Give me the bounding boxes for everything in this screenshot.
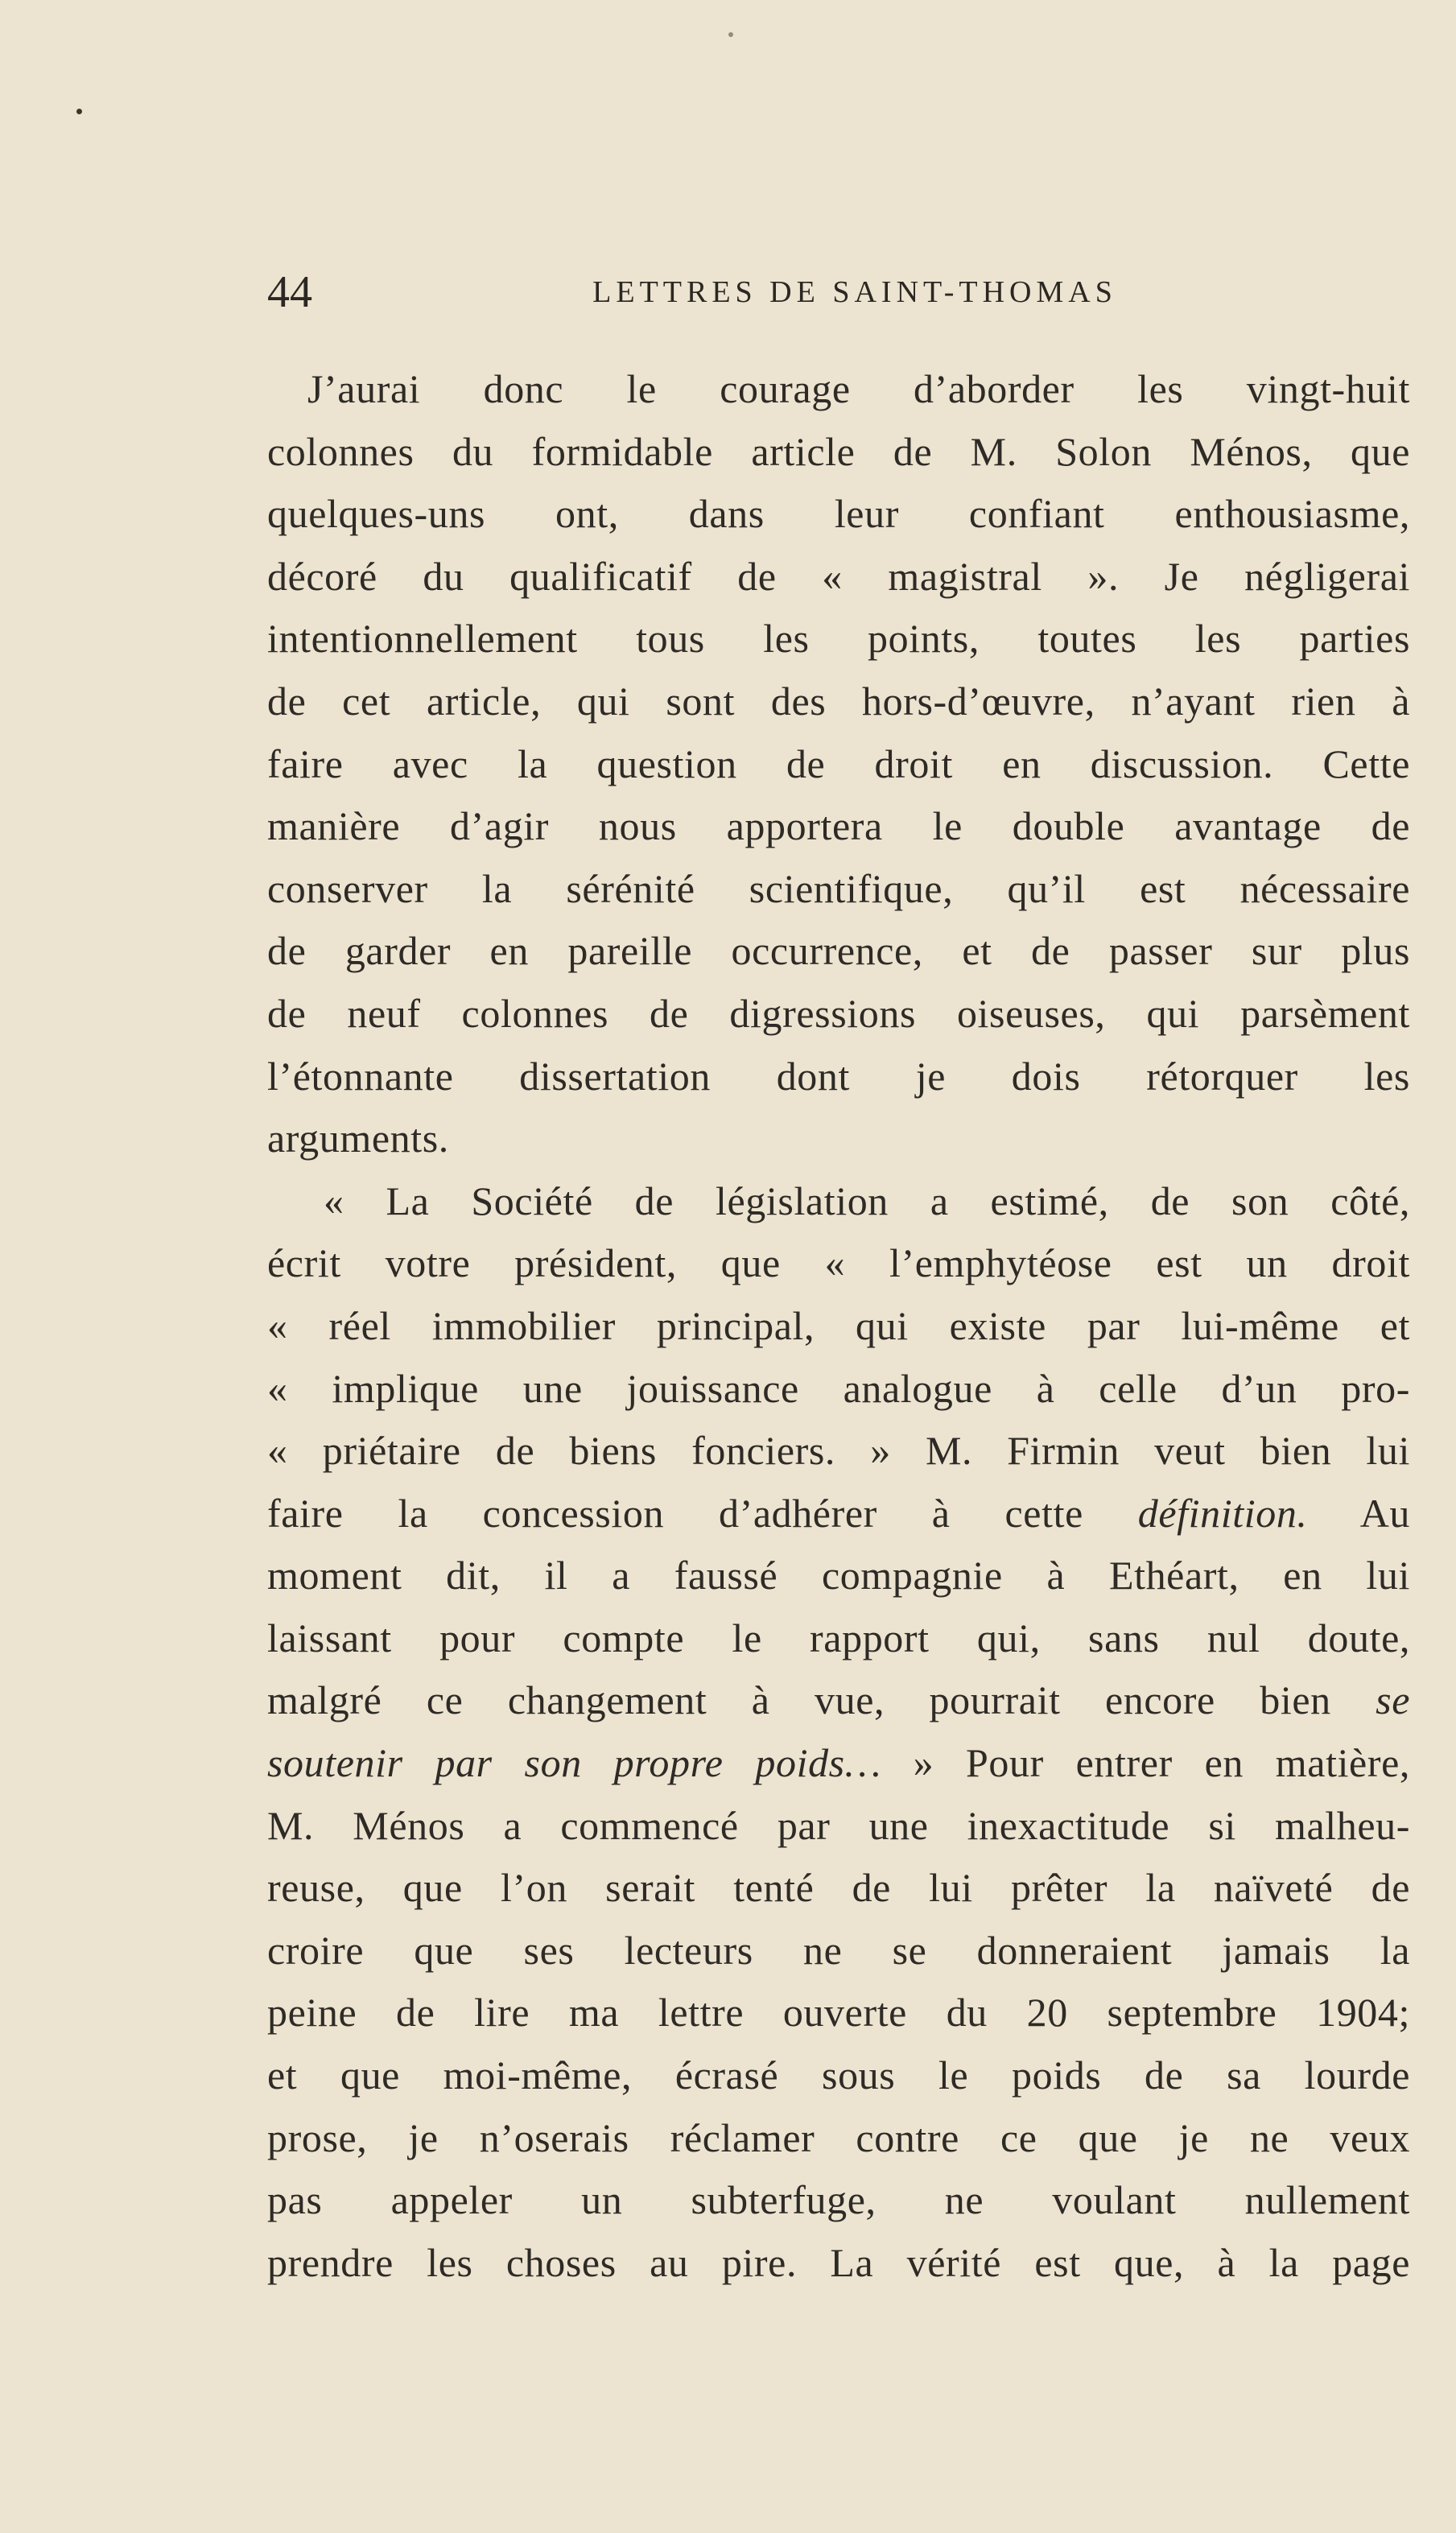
running-title: LETTRES DE SAINT-THOMAS — [592, 275, 1117, 309]
text-line: M. Ménos a commencé par une inexactitude si malheu- — [267, 1802, 1410, 1848]
body-text — [267, 358, 1410, 2294]
text-line: croire que ses lecteurs ne se donneraient jamais la — [267, 1927, 1410, 1973]
paper-speck — [76, 109, 82, 114]
text-line: décoré du qualificatif de « magistral ». Je négligerai — [267, 553, 1410, 599]
text-line: manière d’agir nous apportera le double avantage de — [267, 803, 1410, 849]
text-line: « implique une jouissance analogue à celle d’un pro- — [267, 1365, 1410, 1411]
text-line: « priétaire de biens fonciers. » M. Firmin veut bien lui — [267, 1428, 1410, 1474]
page-header — [267, 256, 1410, 328]
text-line: intentionnellement tous les points, toutes les parties — [267, 616, 1410, 662]
paper-speck — [728, 32, 733, 37]
text-line: J’aurai donc le courage d’aborder les vingt-huit — [307, 366, 1410, 411]
text-line: prose, je n’oserais réclamer contre ce que je ne veux — [267, 2114, 1410, 2160]
text-line: de garder en pareille occurrence, et de passer sur plus — [267, 928, 1410, 974]
text-line: moment dit, il a faussé compagnie à Ethéart, en lui — [267, 1553, 1410, 1599]
text-line: laissant pour compte le rapport qui, sans nul doute, — [267, 1615, 1410, 1660]
italic-text: définition. — [1137, 1490, 1308, 1536]
text-line: de cet article, qui sont des hors-d’œuvre, n’ayant rien à — [267, 678, 1410, 724]
text-segment: malgré ce changement à vue, pourrait encore bien — [267, 1677, 1331, 1723]
text-line: écrit votre président, que « l’emphytéose est un droit — [267, 1240, 1410, 1286]
italic-text: se — [1376, 1677, 1410, 1723]
text-line-mixed — [267, 1669, 1410, 1732]
text-line: quelques-uns ont, dans leur confiant enthousiasme, — [267, 491, 1410, 537]
text-line: de neuf colonnes de digressions oiseuses, qui parsèment — [267, 990, 1410, 1036]
text-line: colonnes du formidable article de M. Solon Ménos, que — [267, 428, 1410, 474]
text-segment: Au — [1359, 1490, 1410, 1536]
text-line: « La Société de législation a estimé, de son côté, — [324, 1178, 1410, 1223]
text-line: conserver la sérénité scientifique, qu’il est nécessaire — [267, 865, 1410, 911]
text-line: « réel immobilier principal, qui existe par lui-même et — [267, 1302, 1410, 1348]
text-line: prendre les choses au pire. La vérité est que, à la page — [267, 2239, 1410, 2285]
italic-text: soutenir par son propre poids… — [267, 1740, 881, 1786]
text-line: reuse, que l’on serait tenté de lui prêter la naïveté de — [267, 1865, 1410, 1911]
text-line: peine de lire ma lettre ouverte du 20 septembre 1904; — [267, 1990, 1410, 2036]
text-line-mixed — [267, 1732, 1410, 1795]
text-line: pas appeler un subterfuge, ne voulant nullement — [267, 2177, 1410, 2223]
text-line: arguments. — [267, 1116, 449, 1161]
text-line: l’étonnante dissertation dont je dois rétorquer les — [267, 1053, 1410, 1099]
text-segment: » Pour entrer en matière, — [913, 1740, 1410, 1786]
text-line: faire avec la question de droit en discussion. Cette — [267, 741, 1410, 786]
text-segment: faire la concession d’adhérer à cette — [267, 1490, 1083, 1536]
text-line: et que moi-même, écrasé sous le poids de sa lourde — [267, 2052, 1410, 2098]
page-number: 44 — [267, 267, 312, 317]
text-line-mixed — [267, 1483, 1410, 1545]
